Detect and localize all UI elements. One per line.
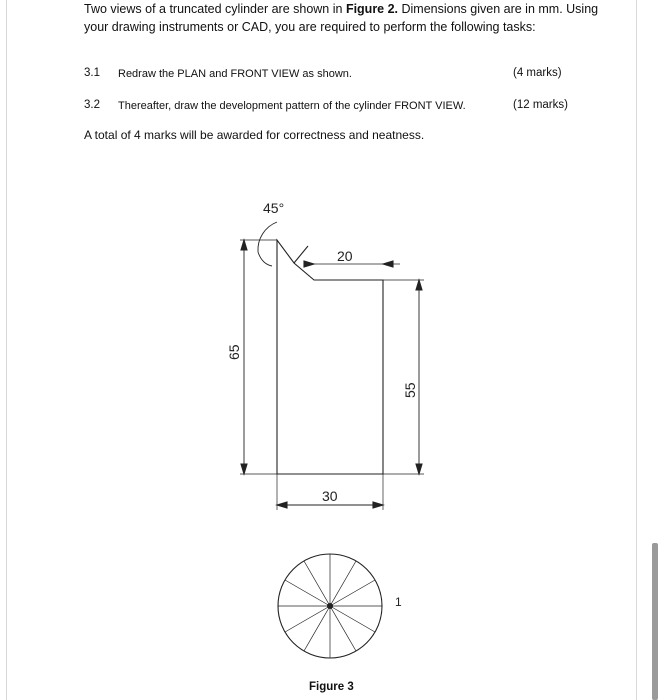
arrowhead (304, 261, 314, 267)
marks-note: A total of 4 marks will be awarded for correctness and neatness. (84, 128, 425, 142)
angle-arc-lower (258, 252, 272, 266)
dimension-label-20: 20 (337, 248, 353, 264)
task-marks: (12 marks) (513, 99, 568, 111)
dimension-label-65: 65 (226, 344, 242, 360)
intro-text-2: Dimensions given are in mm. Using your drawing instruments or CAD, you are required to perform the following tasks: (84, 2, 599, 34)
figure-caption: Figure 3 (309, 681, 354, 693)
intro-text-1: Two views of a truncated cylinder are shown in (84, 2, 346, 16)
arrowhead (277, 502, 287, 508)
arrowhead (383, 261, 393, 267)
angle-arc (258, 222, 277, 252)
plan-center-point (328, 604, 333, 609)
dimension-label-30: 30 (322, 488, 338, 504)
arrowhead (416, 464, 422, 474)
plan-point-label: 1 (395, 595, 402, 609)
task-marks: (4 marks) (513, 67, 562, 79)
arrowhead (241, 464, 247, 474)
front-view-outline (277, 240, 383, 474)
angle-label: 45° (263, 200, 285, 216)
dimension-label-55: 55 (402, 382, 418, 398)
task-text: Thereafter, draw the development pattern of the cylinder FRONT VIEW. (118, 100, 466, 112)
task-text: Redraw the PLAN and FRONT VIEW as shown. (118, 68, 352, 80)
arrowhead (416, 280, 422, 290)
arrowhead (373, 502, 383, 508)
task-number: 3.1 (84, 67, 100, 79)
task-number: 3.2 (84, 99, 100, 111)
truncation-line (294, 246, 308, 263)
arrowhead (241, 240, 247, 250)
figure-reference: Figure 2. (345, 2, 399, 16)
